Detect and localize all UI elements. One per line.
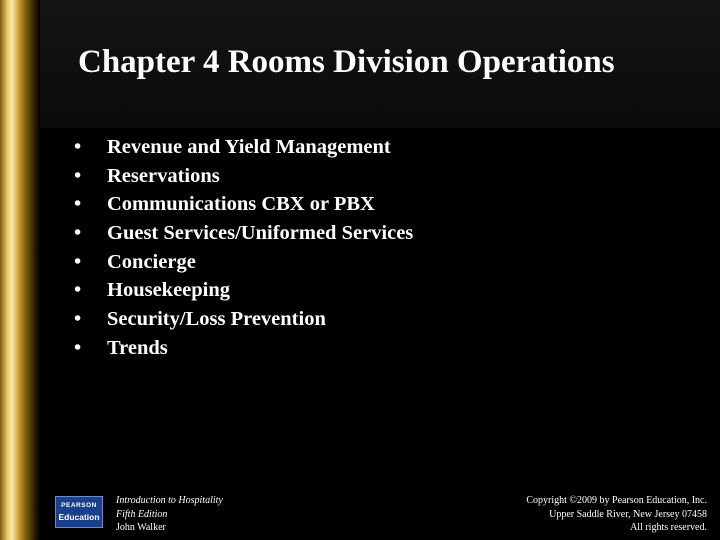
bullet-text: Concierge bbox=[107, 250, 196, 273]
gold-accent-bar bbox=[0, 0, 40, 540]
list-item bbox=[74, 337, 413, 366]
book-author: John Walker bbox=[116, 522, 166, 533]
bullet-icon: • bbox=[74, 136, 82, 158]
copyright-notice bbox=[526, 494, 707, 535]
list-item bbox=[74, 193, 413, 222]
book-title: Introduction to Hospitality bbox=[116, 495, 223, 506]
logo-bottom-text: Education bbox=[58, 512, 100, 522]
bullet-text: Reservations bbox=[107, 164, 220, 187]
list-item bbox=[74, 279, 413, 308]
bullet-icon: • bbox=[74, 336, 82, 359]
bullet-text: Revenue and Yield Management bbox=[107, 136, 391, 158]
slide-title: Chapter 4 Rooms Division Operations bbox=[78, 44, 615, 80]
rights-line: All rights reserved. bbox=[630, 522, 707, 533]
bullet-text: Housekeeping bbox=[107, 279, 231, 302]
list-item bbox=[74, 165, 413, 194]
pearson-logo bbox=[55, 496, 103, 528]
bullet-text: Guest Services/Uniformed Services bbox=[107, 222, 414, 245]
list-item bbox=[74, 308, 413, 337]
bullet-icon: • bbox=[74, 279, 82, 302]
bullet-text: Security/Loss Prevention bbox=[107, 308, 326, 331]
list-item bbox=[74, 222, 413, 251]
copyright-line: Copyright ©2009 by Pearson Education, Inc. bbox=[526, 495, 707, 506]
bullet-list bbox=[74, 136, 413, 366]
list-item bbox=[74, 136, 413, 165]
list-item bbox=[74, 251, 413, 280]
bullet-text: Trends bbox=[107, 336, 168, 359]
bullet-icon: • bbox=[74, 222, 82, 245]
bullet-text: Communications CBX or PBX bbox=[107, 193, 375, 216]
book-edition: Fifth Edition bbox=[116, 508, 168, 520]
bullet-icon: • bbox=[74, 193, 82, 216]
logo-top-text: PEARSON bbox=[61, 502, 97, 509]
bullet-icon: • bbox=[74, 250, 82, 273]
bullet-icon: • bbox=[74, 164, 82, 187]
book-info bbox=[116, 494, 223, 535]
bullet-icon: • bbox=[74, 308, 82, 331]
address-line: Upper Saddle River, New Jersey 07458 bbox=[549, 508, 707, 520]
